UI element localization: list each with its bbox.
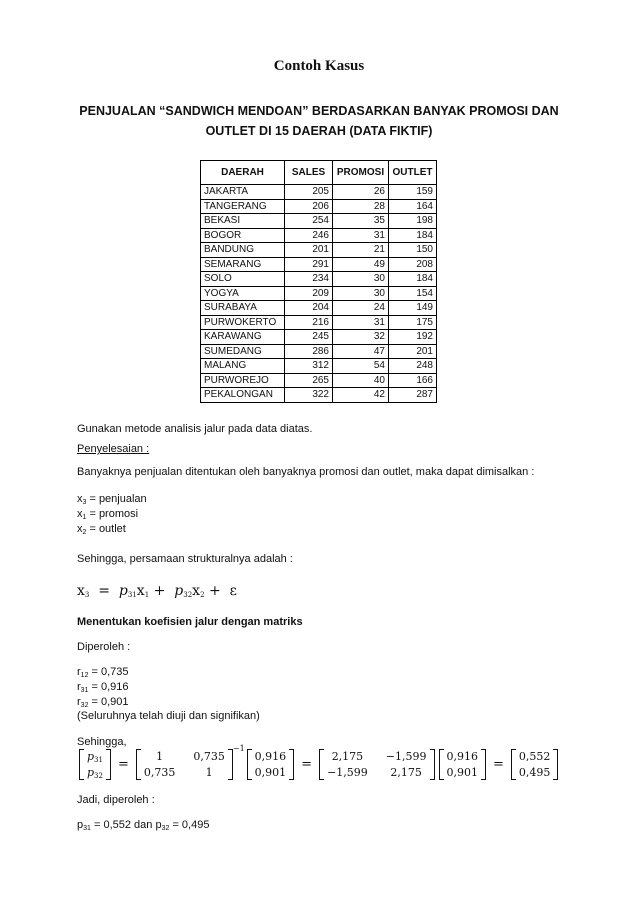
- table-row: [201, 185, 437, 200]
- cell-promosi: 24: [333, 301, 389, 316]
- cell-outlet: 198: [389, 214, 437, 229]
- col-header-promosi: PROMOSI: [333, 161, 389, 185]
- solution-label: Penyelesaian :: [77, 443, 150, 455]
- cell-outlet: 184: [389, 272, 437, 287]
- cell-daerah: BEKASI: [201, 214, 285, 229]
- cell-daerah: PEKALONGAN: [201, 388, 285, 403]
- cell-daerah: SURABAYA: [201, 301, 285, 316]
- col-header-outlet: OUTLET: [389, 161, 437, 185]
- cell-daerah: TANGERANG: [201, 199, 285, 214]
- cell-daerah: PURWOKERTO: [201, 315, 285, 330]
- cell-daerah: SOLO: [201, 272, 285, 287]
- cell-sales: 245: [285, 330, 333, 345]
- cell-sales: 201: [285, 243, 333, 258]
- col-header-daerah: DAERAH: [201, 161, 285, 185]
- table-row: [201, 199, 437, 214]
- cell-outlet: 164: [389, 199, 437, 214]
- matrix-equation: $p_{31}$ $p_{32}$ = 1 0,735 0,735 1 −1 0,916 0,901 = 2,175 −1,599 −1,599 2,175 0,916 0,901 = 0,552 0,495: [77, 746, 560, 782]
- obtained-label: Diperoleh :: [77, 641, 131, 653]
- col-header-sales: SALES: [285, 161, 333, 185]
- table-row: [201, 330, 437, 345]
- cell-promosi: 31: [333, 315, 389, 330]
- cell-daerah: JAKARTA: [201, 185, 285, 200]
- cell-daerah: PURWOREJO: [201, 373, 285, 388]
- conclusion-label: Jadi, diperoleh :: [77, 794, 155, 806]
- final-result: $p_{31} = 0,552$ dan $p_{32} = 0,495$: [77, 819, 210, 832]
- inverse-matrix: 2,175 −1,599 −1,599 2,175: [319, 749, 434, 780]
- cell-outlet: 175: [389, 315, 437, 330]
- structural-equation: $x_3 = p_{31}x_1 + p_{32}x_2 + \varepsilon$: [77, 583, 237, 599]
- cell-promosi: 28: [333, 199, 389, 214]
- cell-promosi: 40: [333, 373, 389, 388]
- matrix-section-heading: Menentukan koefisien jalur dengan matriks: [77, 616, 303, 628]
- table-row: [201, 272, 437, 287]
- variable-x2: $x_2$ = outlet: [77, 523, 126, 536]
- cell-promosi: 49: [333, 257, 389, 272]
- r-vector: 0,916 0,901: [247, 749, 295, 780]
- cell-promosi: 30: [333, 286, 389, 301]
- cell-sales: 265: [285, 373, 333, 388]
- inverse-exponent: −1: [232, 744, 245, 753]
- table-row: [201, 301, 437, 316]
- cell-promosi: 31: [333, 228, 389, 243]
- significance-note: (Seluruhnya telah diuji dan signifikan): [77, 710, 260, 722]
- cell-daerah: SUMEDANG: [201, 344, 285, 359]
- cell-sales: 206: [285, 199, 333, 214]
- cell-outlet: 208: [389, 257, 437, 272]
- table-row: [201, 243, 437, 258]
- cell-sales: 209: [285, 286, 333, 301]
- cell-promosi: 26: [333, 185, 389, 200]
- table-row: [201, 359, 437, 374]
- r31-value: $r_{31} = 0,916$: [77, 681, 129, 694]
- cell-sales: 204: [285, 301, 333, 316]
- cell-daerah: YOGYA: [201, 286, 285, 301]
- cell-outlet: 159: [389, 185, 437, 200]
- result-vector: 0,552 0,495: [511, 749, 559, 780]
- cell-daerah: SEMARANG: [201, 257, 285, 272]
- page-title: Contoh Kasus: [273, 58, 365, 74]
- cell-outlet: 248: [389, 359, 437, 374]
- structural-intro: Sehingga, persamaan strukturalnya adalah :: [77, 553, 293, 565]
- cell-outlet: 287: [389, 388, 437, 403]
- cell-outlet: 184: [389, 228, 437, 243]
- cell-daerah: BANDUNG: [201, 243, 285, 258]
- table-row: [201, 388, 437, 403]
- cell-daerah: BOGOR: [201, 228, 285, 243]
- cell-daerah: KARAWANG: [201, 330, 285, 345]
- table-row: [201, 373, 437, 388]
- cell-outlet: 154: [389, 286, 437, 301]
- cell-promosi: 30: [333, 272, 389, 287]
- cell-sales: 246: [285, 228, 333, 243]
- therefore-label: Sehingga,: [77, 736, 127, 748]
- cell-sales: 205: [285, 185, 333, 200]
- table-row: [201, 257, 437, 272]
- cell-sales: 322: [285, 388, 333, 403]
- cell-sales: 234: [285, 272, 333, 287]
- cell-promosi: 47: [333, 344, 389, 359]
- cell-promosi: 54: [333, 359, 389, 374]
- cell-outlet: 166: [389, 373, 437, 388]
- cell-daerah: MALANG: [201, 359, 285, 374]
- cell-sales: 216: [285, 315, 333, 330]
- table-row: [201, 344, 437, 359]
- cell-sales: 286: [285, 344, 333, 359]
- table-header-row: [201, 161, 437, 185]
- cell-sales: 291: [285, 257, 333, 272]
- assumption-text: Banyaknya penjualan ditentukan oleh banyaknya promosi dan outlet, maka dapat dimisalkan :: [77, 466, 535, 478]
- table-row: [201, 228, 437, 243]
- cell-outlet: 149: [389, 301, 437, 316]
- cell-promosi: 35: [333, 214, 389, 229]
- r32-value: $r_{32} = 0,901$: [77, 696, 129, 709]
- r12-value: $r_{12} = 0,735$: [77, 666, 129, 679]
- cell-promosi: 42: [333, 388, 389, 403]
- cell-promosi: 32: [333, 330, 389, 345]
- cell-sales: 254: [285, 214, 333, 229]
- table-row: [201, 286, 437, 301]
- variable-x3: $x_3$ = penjualan: [77, 493, 147, 506]
- data-table: [200, 160, 437, 403]
- cell-outlet: 201: [389, 344, 437, 359]
- cell-sales: 312: [285, 359, 333, 374]
- table-row: [201, 214, 437, 229]
- table-row: [201, 315, 437, 330]
- correlation-matrix: 1 0,735 0,735 1: [136, 749, 233, 780]
- r-vector-2: 0,916 0,901: [439, 749, 487, 780]
- lhs-vector: $p_{31}$ $p_{32}$: [79, 749, 111, 780]
- case-heading: PENJUALAN “SANDWICH MENDOAN” BERDASARKAN BANYAK PROMOSI DAN OUTLET DI 15 DAERAH (DATA FIKTIF): [79, 104, 559, 138]
- cell-promosi: 21: [333, 243, 389, 258]
- cell-outlet: 192: [389, 330, 437, 345]
- instruction-text: Gunakan metode analisis jalur pada data diatas.: [77, 423, 313, 435]
- variable-x1: $x_1$ = promosi: [77, 508, 139, 521]
- cell-outlet: 150: [389, 243, 437, 258]
